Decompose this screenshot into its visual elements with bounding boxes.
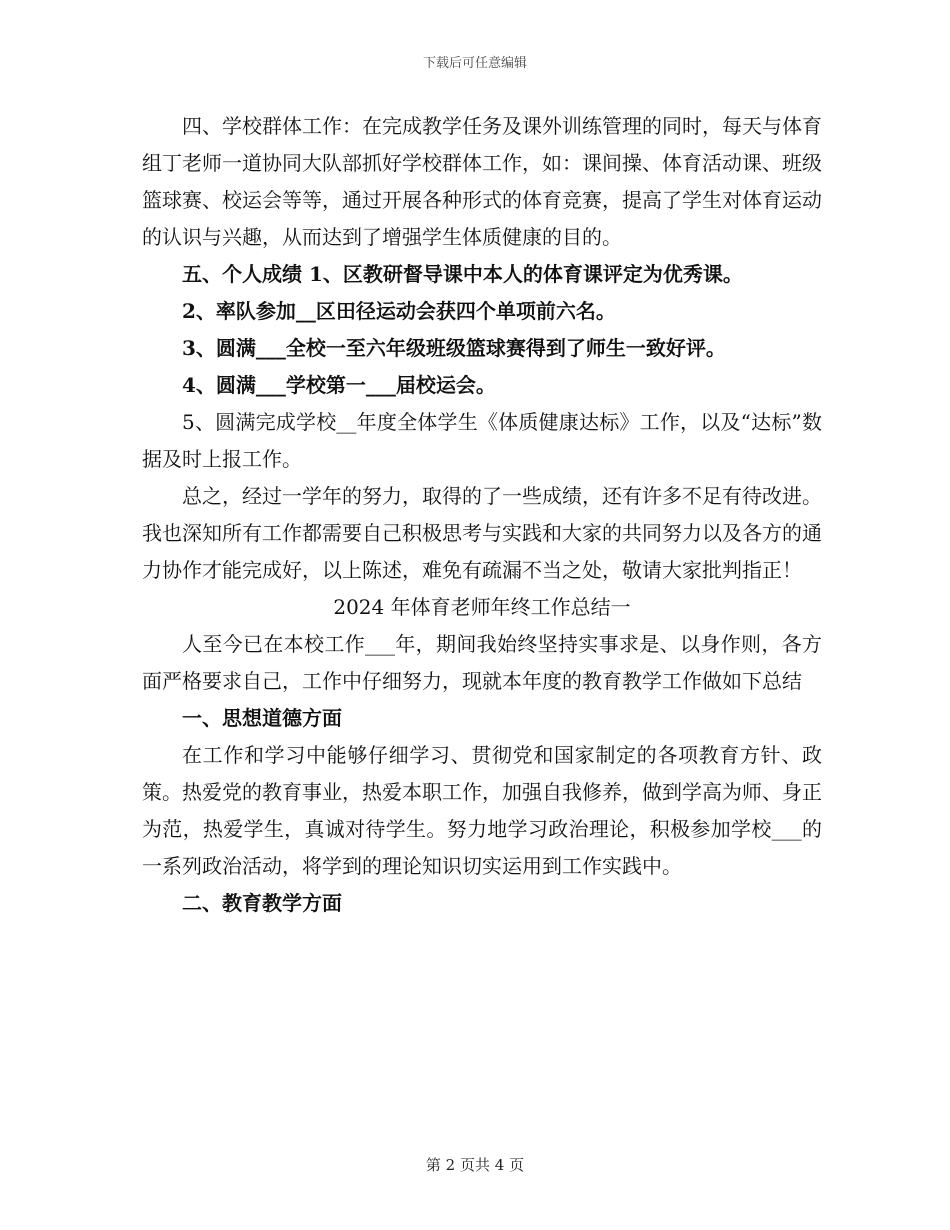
heading-education-teaching: 二、教育教学方面 [182,891,342,915]
achievement-item-5: 5、圆满完成学校__年度全体学生《体质健康达标》工作，以及“达标”数据及时上报工作。 [142,410,822,471]
paragraph-personal-achievements: 五、个人成绩 1、区教研督导课中本人的体育课评定为优秀课。 [182,262,743,286]
achievement-item-3: 3、圆满___全校一至六年级班级篮球赛得到了师生一致好评。 [182,336,726,360]
section-title: 2024 年体育老师年终工作总结一 [333,595,631,619]
heading-ideology-morality: 一、思想道德方面 [182,706,342,730]
achievement-item-4: 4、圆满___学校第一___届校运会。 [182,373,496,397]
page-number: 第 2 页共 4 页 [425,1156,525,1174]
paragraph-ideology-morality: 在工作和学习中能够仔细学习、贯彻党和国家制定的各项教育方针、政策。热爱党的教育事业，热爱本职工作，加强自我修养，做到学高为师、身正为范，热爱学生，真诚对待学生。努力地学习政治理论，积极参加学校___的一系列政治活动，将学到的理论知识切实运用到工作实践中。 [142,743,822,878]
paragraph-intro: 人至今已在本校工作___年，期间我始终坚持实事求是、以身作则，各方面严格要求自己，工作中仔细努力，现就本年度的教育教学工作做如下总结 [142,632,822,693]
achievement-item-2: 2、率队参加__区田径运动会获四个单项前六名。 [182,299,616,323]
page-header-note: 下载后可任意编辑 [422,56,527,71]
paragraph-school-group-work: 四、学校群体工作：在完成教学任务及课外训练管理的同时，每天与体育组丁老师一道协同大队部抓好学校群体工作，如：课间操、体育活动课、班级篮球赛、校运会等等，通过开展各种形式的体育竞赛，提高了学生对体育运动的认识与兴趣，从而达到了增强学生体质健康的目的。 [142,114,822,249]
paragraph-summary: 总之，经过一学年的努力，取得的了一些成绩，还有许多不足有待改进。我也深知所有工作都需要自己积极思考与实践和大家的共同努力以及各方的通力协作才能完成好，以上陈述，难免有疏漏不当之处，敬请大家批判指正！ [142,484,822,582]
document-body [142,108,822,922]
